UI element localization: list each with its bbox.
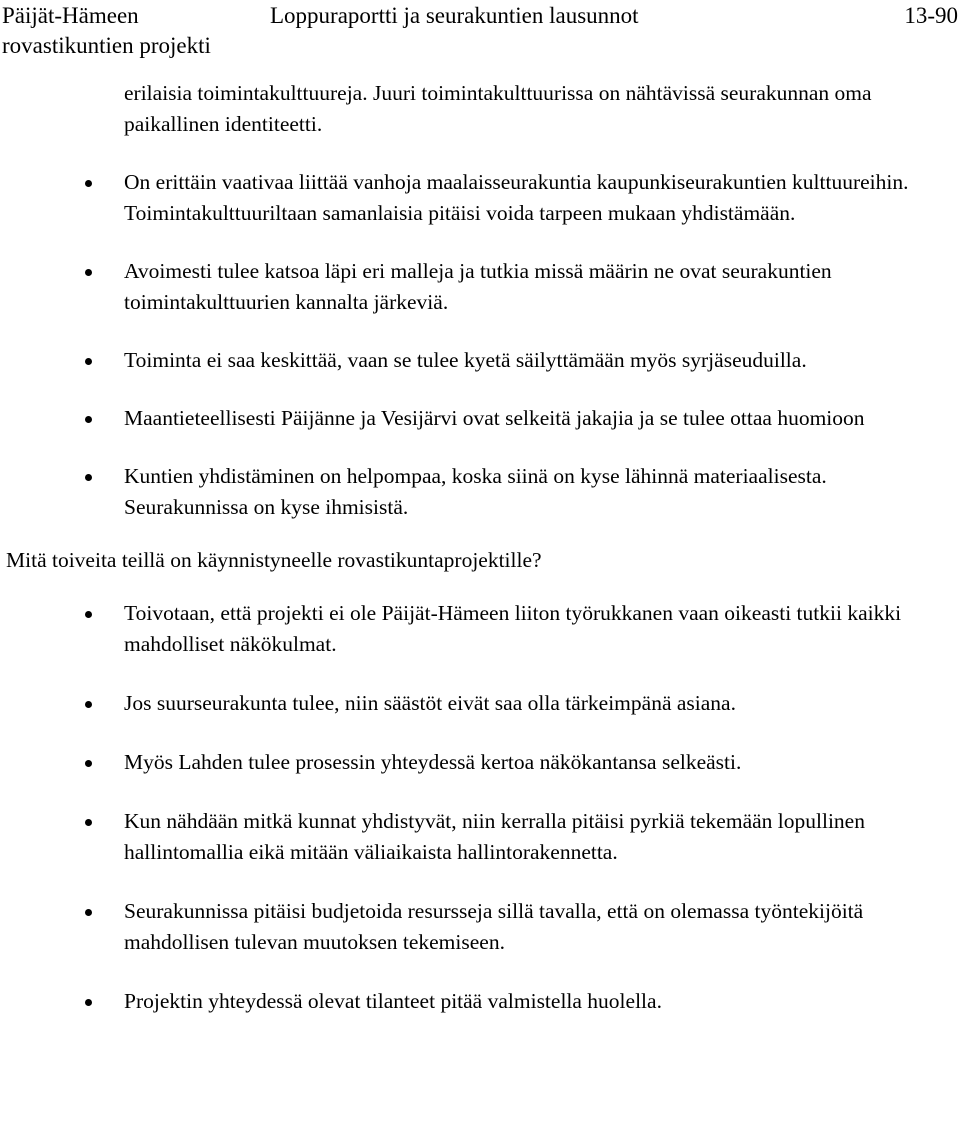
bullet-icon [85, 819, 92, 826]
bullet-icon [85, 760, 92, 767]
list-item-text: Seurakunnissa pitäisi budjetoida resursseja sillä tavalla, että on olemassa työntekijöitä mahdollisen tulevan muutoksen tekemiseen. [124, 899, 864, 954]
bullet-list-wishes [0, 598, 960, 1017]
header-page-number: 13-90 [904, 3, 958, 28]
list-item-text: Jos suurseurakunta tulee, niin säästöt eivät saa olla tärkeimpänä asiana. [124, 691, 736, 715]
bullet-icon [85, 416, 92, 423]
list-item [0, 403, 924, 434]
list-item [0, 167, 924, 229]
list-item [0, 806, 924, 868]
header-report-title: Loppuraportti ja seurakuntien lausunnot [270, 3, 639, 28]
list-item-text: On erittäin vaativaa liittää vanhoja maalaisseurakuntia kaupunkiseurakuntien kulttuureihin. Toimintakulttuuriltaan samanlaisia pitäisi voida tarpeen mukaan yhdistämään. [124, 170, 909, 225]
list-item [0, 896, 924, 958]
list-item [0, 598, 924, 660]
list-item [0, 688, 924, 719]
list-item-text: Kun nähdään mitkä kunnat yhdistyvät, niin kerralla pitäisi pyrkiä tekemään lopullinen hallintomallia eikä mitään väliaikaista hallintorakennetta. [124, 809, 865, 864]
list-item-text: Toiminta ei saa keskittää, vaan se tulee kyetä säilyttämään myös syrjäseuduilla. [124, 348, 807, 372]
bullet-icon [85, 269, 92, 276]
list-item [0, 986, 924, 1017]
bullet-icon [85, 611, 92, 618]
bullet-list-comments [0, 167, 960, 523]
page-header [0, 0, 960, 62]
list-item-text: Myös Lahden tulee prosessin yhteydessä kertoa näkökantansa selkeästi. [124, 750, 742, 774]
list-item-text: Avoimesti tulee katsoa läpi eri malleja ja tutkia missä määrin ne ovat seurakuntien toimintakulttuurien kannalta järkeviä. [124, 259, 832, 314]
list-item [0, 256, 924, 318]
header-project-line1: Päijät-Hämeen [2, 3, 139, 28]
bullet-icon [85, 180, 92, 187]
list-item-text: Kuntien yhdistäminen on helpompaa, koska siinä on kyse lähinnä materiaalisesta. Seurakunnissa on kyse ihmisistä. [124, 464, 827, 519]
bullet-icon [85, 909, 92, 916]
list-item [0, 461, 924, 523]
bullet-icon [85, 358, 92, 365]
list-item [0, 747, 924, 778]
list-item-text: Maantieteellisesti Päijänne ja Vesijärvi ovat selkeitä jakajia ja se tulee ottaa huomioon [124, 406, 865, 430]
bullet-icon [85, 999, 92, 1006]
bullet-icon [85, 474, 92, 481]
document-body [0, 78, 960, 1017]
list-item [0, 345, 924, 376]
header-project-name [2, 1, 262, 61]
bullet-icon [85, 701, 92, 708]
continuation-paragraph: erilaisia toimintakulttuureja. Juuri toimintakulttuurissa on nähtävissä seurakunnan oma paikallinen identiteetti. [124, 81, 872, 136]
list-item-text: Projektin yhteydessä olevat tilanteet pitää valmistella huolella. [124, 989, 662, 1013]
list-item-text: Toivotaan, että projekti ei ole Päijät-Hämeen liiton työrukkanen vaan oikeasti tutkii kaikki mahdolliset näkökulmat. [124, 601, 902, 656]
header-project-line2: rovastikuntien projekti [2, 33, 211, 58]
question-heading: Mitä toiveita teillä on käynnistyneelle rovastikuntaprojektille? [6, 548, 542, 572]
